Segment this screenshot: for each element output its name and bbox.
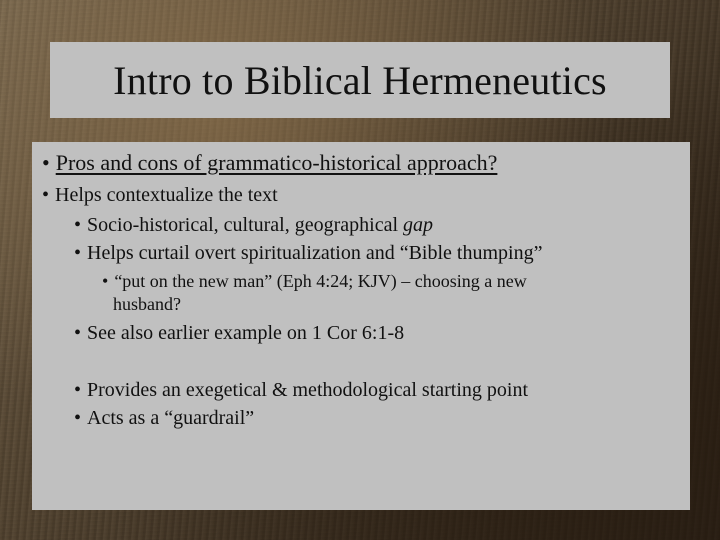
bullet-emphasis: gap <box>403 214 434 236</box>
bullet-text: Pros and cons of grammatico-historical approach? <box>55 150 498 175</box>
bullet-text: Helps contextualize the text <box>55 184 278 206</box>
bullet-text: Socio-historical, cultural, geographical <box>87 214 404 236</box>
bullet-item-8 <box>74 407 254 430</box>
bullet-text-line2: husband? <box>113 294 181 314</box>
bullet-text-line1: “put on the new man” (Eph 4:24; KJV) – choosing a new <box>114 271 527 291</box>
bullet-item-3 <box>74 214 433 237</box>
bullet-item-7 <box>74 379 528 402</box>
bullet-icon: • <box>42 184 50 206</box>
bullet-item-1 <box>42 150 497 176</box>
bullet-item-4 <box>74 242 542 265</box>
bullet-icon: • <box>74 322 82 344</box>
bullet-item-2 <box>42 184 278 207</box>
slide-title: Intro to Biblical Hermeneutics <box>113 57 607 103</box>
bullet-item-6 <box>74 322 404 345</box>
bullet-text: Acts as a “guardrail” <box>87 407 255 429</box>
bullet-icon: • <box>102 271 109 291</box>
bullet-item-5 <box>102 271 527 292</box>
bullet-icon: • <box>74 379 82 401</box>
bullet-text: See also earlier example on 1 Cor 6:1-8 <box>87 322 405 344</box>
bullet-icon: • <box>74 407 82 429</box>
bullet-icon: • <box>42 150 50 175</box>
title-box <box>50 42 670 118</box>
bullet-text: Helps curtail overt spiritualization and “Bible thumping” <box>87 242 543 264</box>
bullet-icon: • <box>74 214 82 236</box>
bullet-icon: • <box>74 242 82 264</box>
content-box <box>32 142 690 510</box>
bullet-text: Provides an exegetical & methodological starting point <box>87 379 529 401</box>
bullet-item-5-continuation <box>113 294 181 315</box>
